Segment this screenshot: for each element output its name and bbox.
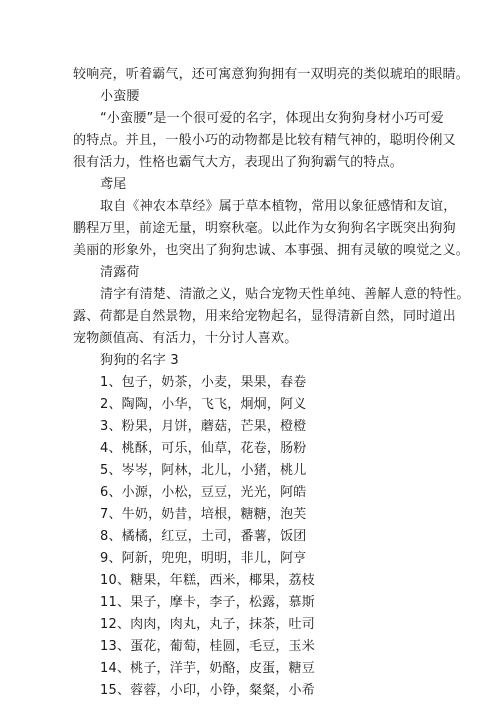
section-heading: 小蛮腰 (100, 89, 140, 104)
list-title: 狗狗的名字 3 (100, 353, 179, 368)
names-list (73, 372, 500, 702)
paragraph-line: 较响亮，听着霸气，还可寓意狗狗拥有一双明亮的类似琥珀的眼睛。 (73, 67, 470, 82)
list-item: 9、阿新，兜兜，明明，非儿，阿亨 (100, 551, 307, 566)
list-item: 11、果子，摩卡，李子，松露，慕斯 (100, 595, 315, 610)
paragraph-line: 清字有清楚、清澈之义，贴合宠物天性单纯、善解人意的特性。 (100, 287, 470, 302)
list-item: 3、粉果，月饼，蘑菇，芒果，橙橙 (100, 419, 307, 434)
list-item: 6、小源，小松，豆豆，光光，阿皓 (100, 485, 307, 500)
list-item: 14、桃子，洋芋，奶酪，皮蛋，糖豆 (100, 661, 315, 676)
paragraph-line: 露、荷都是自然景物，用来给宠物起名，显得清新自然，同时道出 (73, 309, 456, 324)
list-item: 8、橘橘，红豆，土司，番薯，饭团 (100, 529, 307, 544)
list-item: 13、蛋花，葡萄，桂圆，毛豆，玉米 (100, 639, 315, 654)
paragraph-line: “小蛮腰”是一个很可爱的名字，体现出女狗狗身材小巧可爱 (100, 111, 444, 126)
list-item: 7、牛奶，奶昔，培根，糖糖，泡芙 (100, 507, 307, 522)
paragraph-line: 很有活力，性格也霸气大方，表现出了狗狗霸气的特点。 (73, 155, 404, 170)
list-item: 2、陶陶，小华，飞飞，炯炯，阿义 (100, 397, 307, 412)
section-heading: 清露荷 (100, 265, 140, 280)
list-item: 10、糖果，年糕，西米，椰果，荔枝 (100, 573, 315, 588)
list-item: 1、包子，奶茶，小麦，果果，春卷 (100, 375, 307, 390)
list-item: 5、岑岑，阿林，北儿，小猪，桃儿 (100, 463, 307, 478)
list-item: 4、桃酥，可乐，仙草，花卷，肠粉 (100, 441, 307, 456)
paragraph-line: 美丽的形象外，也突出了狗狗忠诚、本事强、拥有灵敏的嗅觉之义。 (73, 243, 470, 258)
paragraph-line: 鹏程万里，前途无量，明察秋毫。以此作为女狗狗名字既突出狗狗 (73, 221, 456, 236)
list-item: 12、肉肉，肉丸，丸子，抹茶，吐司 (100, 617, 315, 632)
paragraph-line: 的特点。并且，一般小巧的动物都是比较有精气神的，聪明伶俐又 (73, 133, 456, 148)
paragraph-line: 宠物颜值高、有活力，十分讨人喜欢。 (73, 331, 298, 346)
list-item: 15、蓉蓉，小印，小铮，粲粲，小希 (100, 683, 315, 698)
section-heading: 鸢尾 (100, 177, 127, 192)
paragraph-line: 取自《神农本草经》属于草本植物，常用以象征感情和友谊， (100, 199, 457, 214)
